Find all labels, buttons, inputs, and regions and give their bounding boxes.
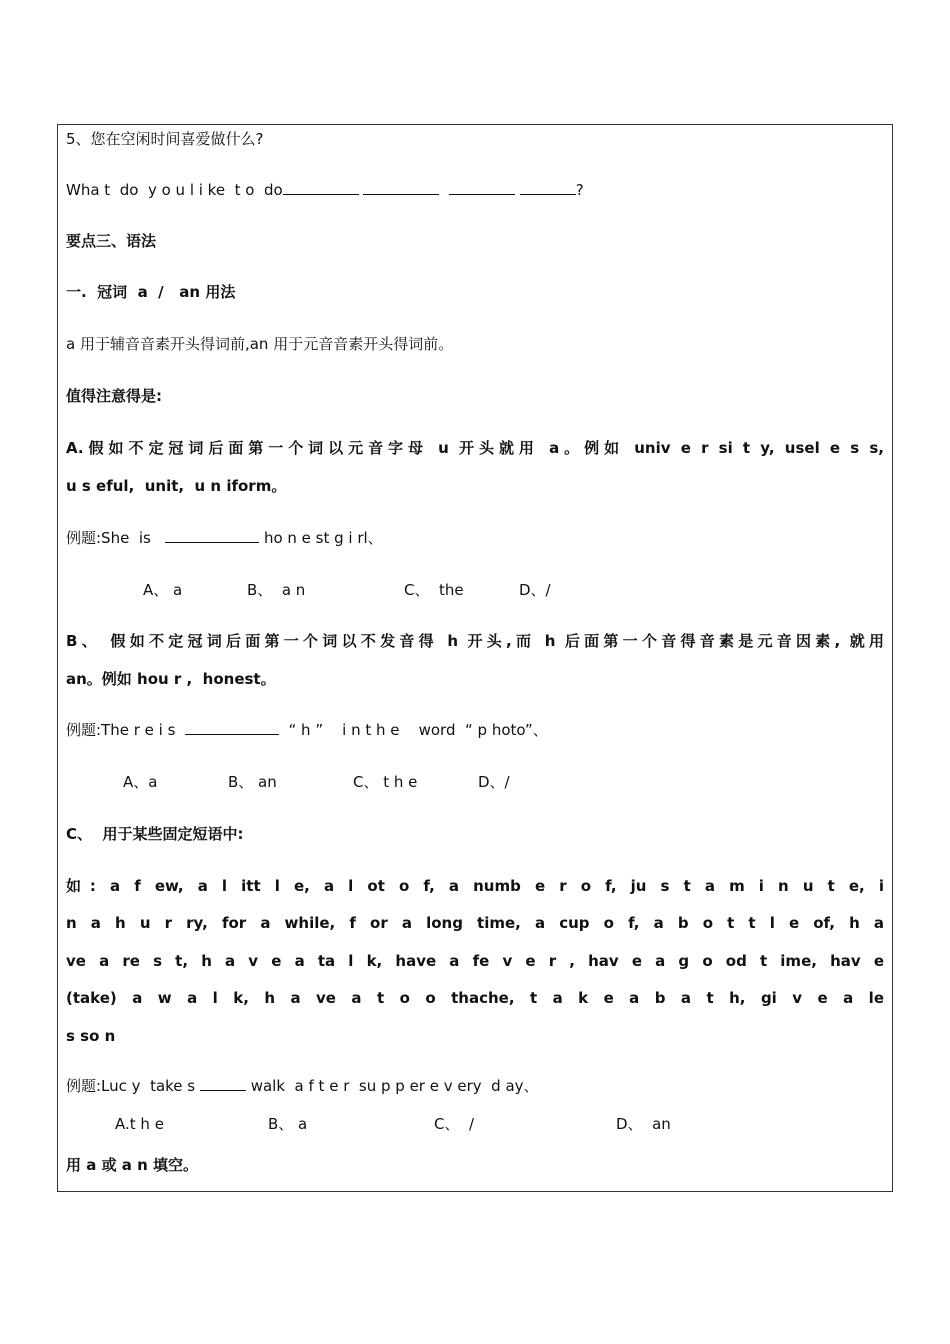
option-c[interactable]: C、 t h e (353, 773, 418, 791)
phrase-line: n a h u r ry, for a while, f or a long time, a cup o f, a b o t t l e of, h a (66, 914, 884, 932)
answer-blank[interactable] (520, 180, 576, 195)
answer-blank[interactable] (449, 180, 515, 195)
option-b[interactable]: B、 an (228, 773, 277, 791)
point-c-heading: C、 用于某些固定短语中: (66, 825, 244, 843)
phrase-line: s so n (66, 1027, 116, 1045)
rule-text: a 用于辅音音素开头得词前,an 用于元音音素开头得词前。 (66, 335, 454, 353)
answer-blank[interactable] (363, 180, 439, 195)
option-a[interactable]: A、 a (143, 581, 183, 599)
option-c[interactable]: C、 / (434, 1115, 475, 1133)
option-b[interactable]: B、 a n (247, 581, 306, 599)
example-c: 例题:Luc y take s walk a f t e r su p p er e v ery d ay、 (66, 1077, 539, 1095)
phrase-line: ve a re s t, h a v e a ta l k, have a fe v e r , hav e a g o od t ime, hav e (66, 952, 884, 970)
option-d[interactable]: D、/ (478, 773, 510, 791)
option-a[interactable]: A.t h e (115, 1115, 164, 1133)
answer-blank[interactable] (283, 180, 359, 195)
note-heading: 值得注意得是: (66, 387, 162, 405)
phrase-line: (take) a w a l k, h a ve a t o o thache, t a k e a b a t h, gi v e a le (66, 989, 884, 1007)
option-b[interactable]: B、 a (268, 1115, 308, 1133)
fill-instruction: 用 a 或 a n 填空。 (66, 1156, 199, 1174)
point-b-line-1: B、 假如不定冠词后面第一个词以不发音得 h 开头,而 h 后面第一个音得音素是元音因素, 就用 (66, 632, 884, 650)
option-a[interactable]: A、a (123, 773, 158, 791)
point-a-line-2: u s eful, unit, u n iform。 (66, 477, 287, 495)
point-a-line-1: A.假如不定冠词后面第一个词以元音字母 u 开头就用 a。例如 univ e r si t y, usel e s s, (66, 439, 884, 457)
answer-blank[interactable] (165, 528, 259, 543)
question-5-sentence: Wha t do y o u l i ke t o do ? (66, 181, 584, 199)
example-a: 例题:She is ho n e st g i rl、 (66, 529, 383, 547)
option-d[interactable]: D、/ (519, 581, 551, 599)
answer-blank[interactable] (185, 720, 279, 735)
point-b-line-2: an。例如 hou r , honest。 (66, 670, 276, 688)
option-c[interactable]: C、 the (404, 581, 464, 599)
phrase-line: 如: a f ew, a l itt l e, a l ot o f, a numb e r o f, ju s t a m i n u t e, i (66, 877, 884, 895)
sub-heading: 一. 冠词 a / an 用法 (66, 283, 236, 301)
answer-blank[interactable] (200, 1076, 246, 1091)
question-5-title: 5、您在空闲时间喜爱做什么? (66, 130, 264, 148)
option-d[interactable]: D、 an (616, 1115, 671, 1133)
section-heading: 要点三、语法 (66, 232, 157, 250)
example-b: 例题:The r e i s “ h ” i n t h e word “ p hoto”、 (66, 721, 548, 739)
